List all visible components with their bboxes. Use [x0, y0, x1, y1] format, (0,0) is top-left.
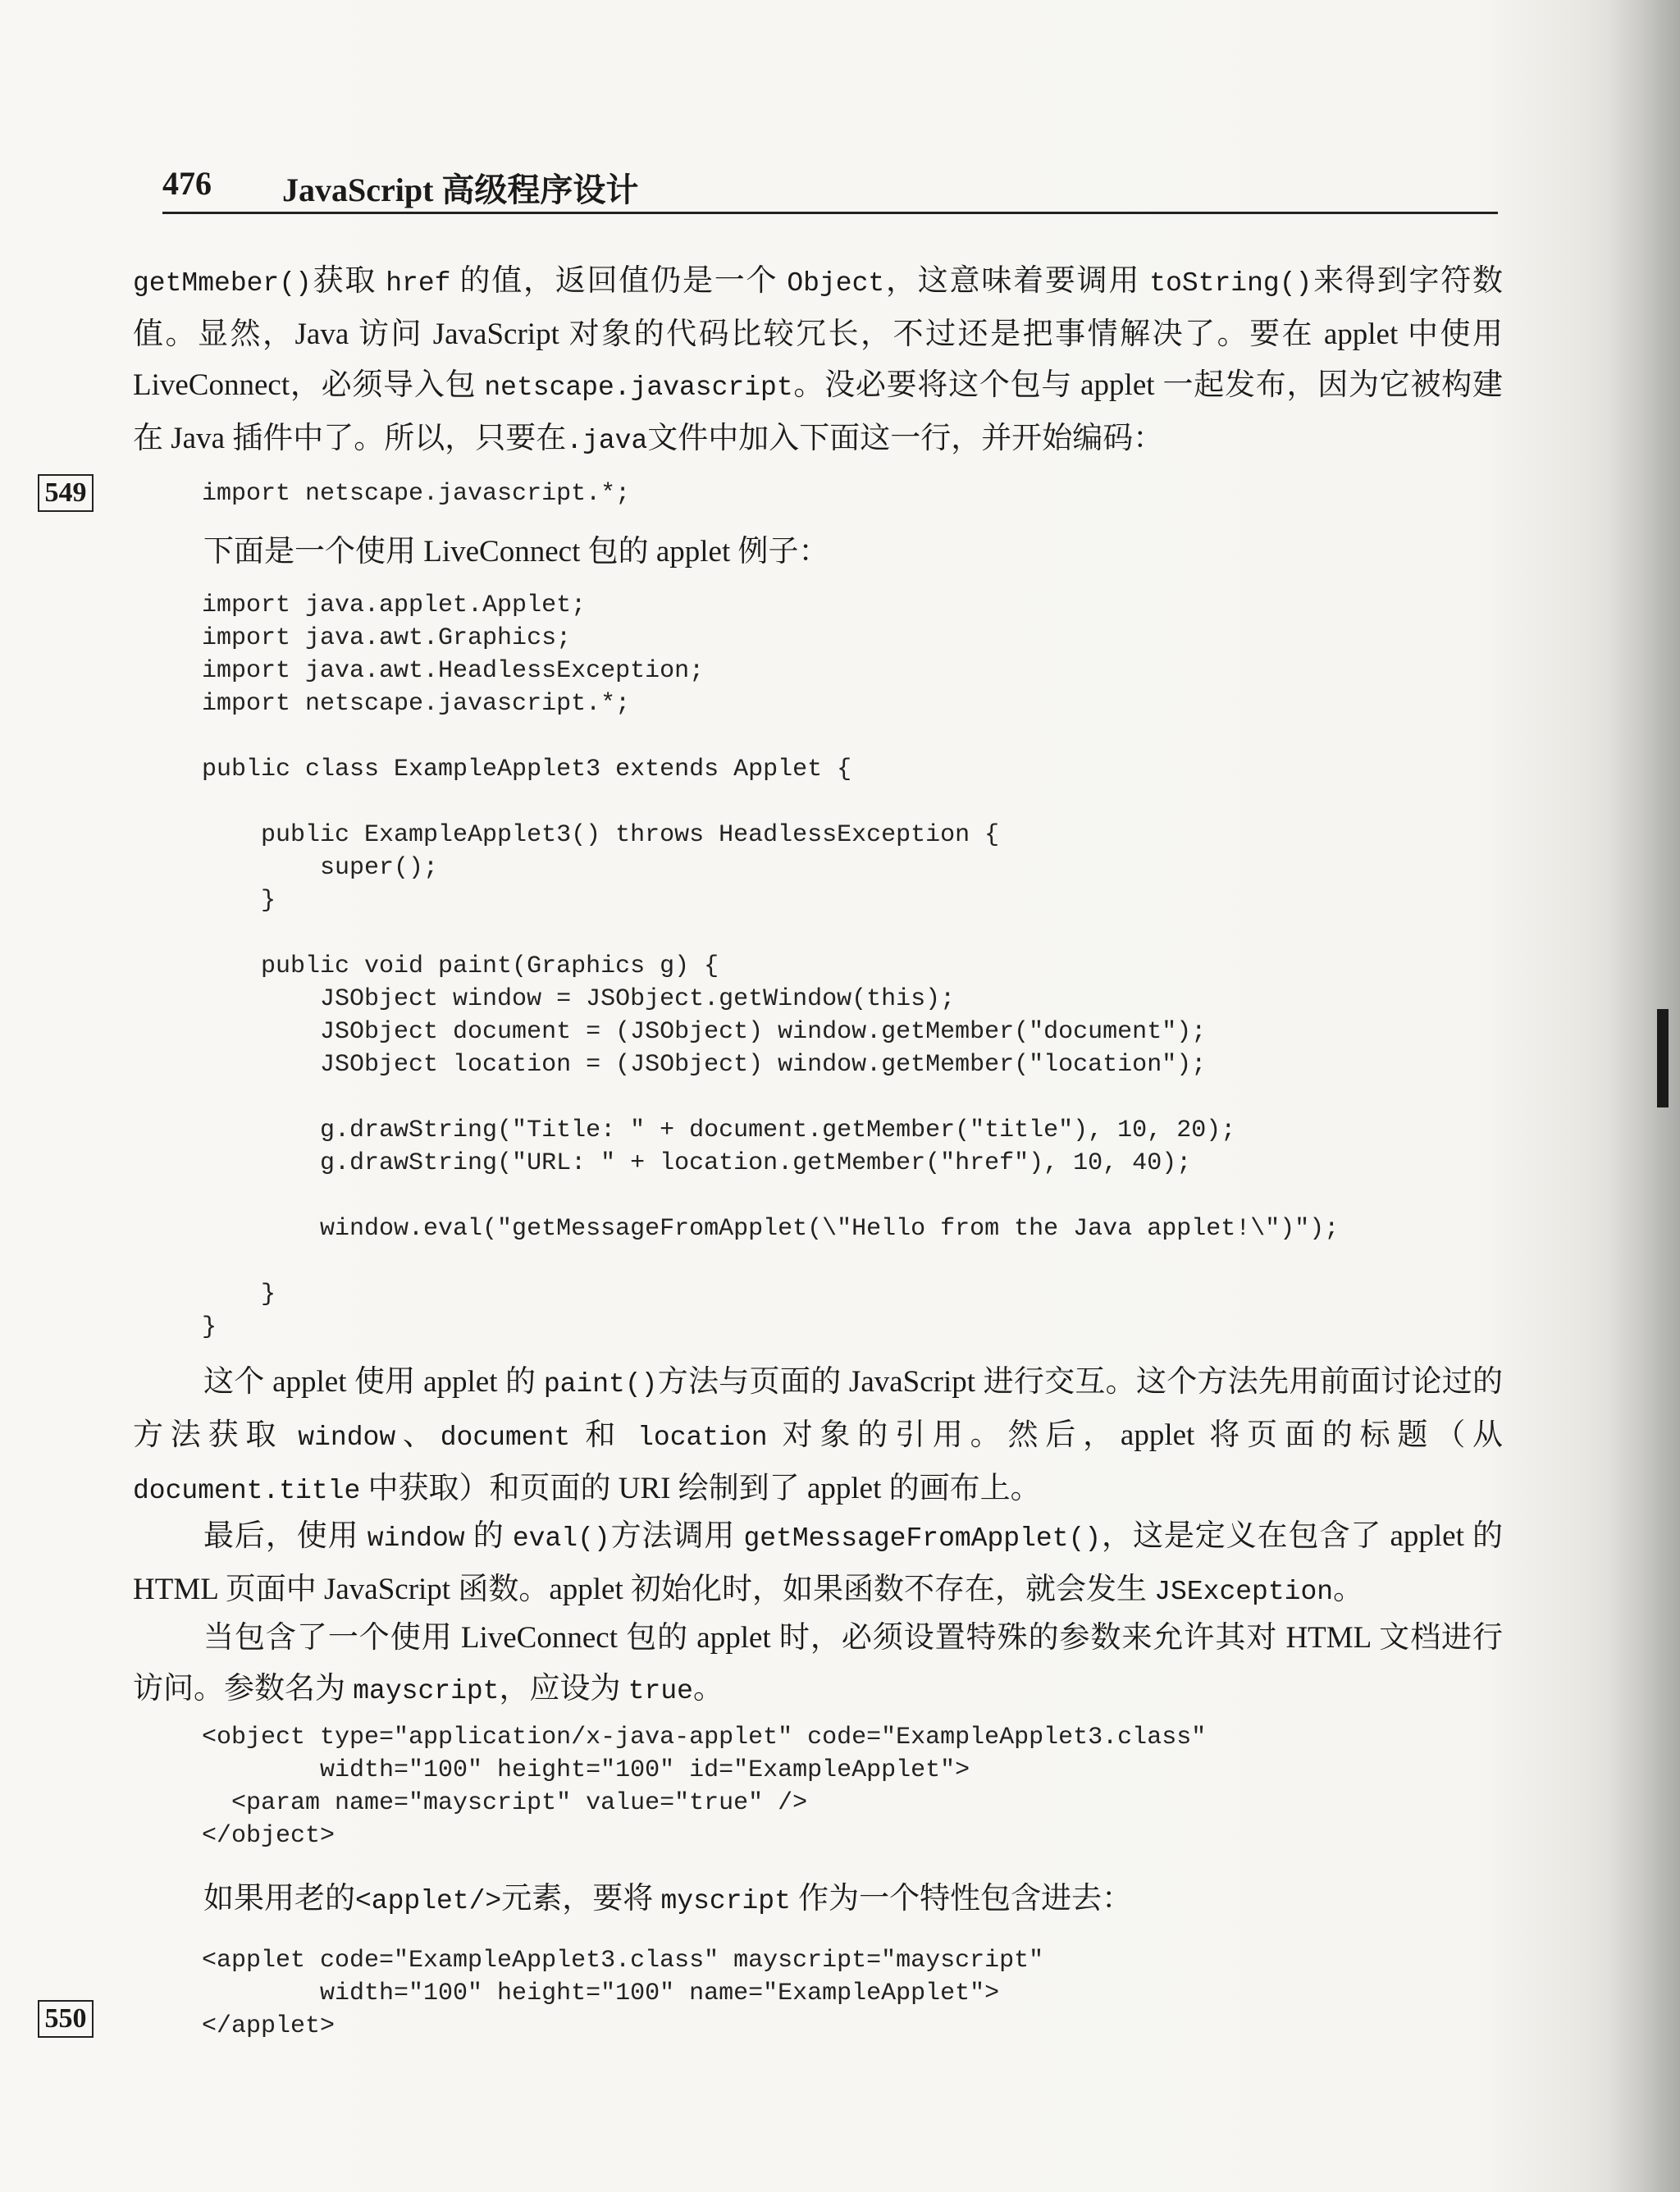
- text: 、: [395, 1418, 441, 1452]
- page-binding-shadow: [1606, 0, 1680, 2192]
- text: 来得到字符数值。显然，Java 访问 JavaScript 对象的代码比较冗长，不过还是把事情解决了。要在 applet 中使用 LiveConnect，必须导入包: [133, 264, 1504, 402]
- text: 最后，使用: [203, 1519, 368, 1553]
- text: 方法调用: [609, 1519, 744, 1553]
- inline-code: paint(): [543, 1369, 658, 1400]
- inline-code: myscript: [660, 1886, 791, 1916]
- inline-code: JSException: [1154, 1577, 1334, 1607]
- code-block-import: import netscape.javascript.*;: [202, 480, 631, 508]
- inline-code: true: [628, 1676, 693, 1706]
- code-block-object: <object type="application/x-java-applet" code="ExampleApplet3.class" width="100" height="100" id="ExampleApplet"> <param name="mayscript" value="true" /> </object>: [202, 1724, 1207, 1850]
- inline-code: document.title: [133, 1476, 361, 1506]
- text: 。: [1333, 1573, 1364, 1606]
- text: 对象的引用。然后，applet 将页面的标题（从: [767, 1418, 1504, 1452]
- page-edge-mark: [1657, 1009, 1669, 1107]
- paragraph-2: 下面是一个使用 LiveConnect 包的 applet 例子：: [203, 535, 829, 569]
- text: ，这是定义在包含了 applet 的 HTML 页面中 JavaScript 函数。applet 初始化时，如果函数不存在，就会发生: [133, 1519, 1504, 1606]
- inline-code: location: [637, 1423, 768, 1453]
- inline-code: eval(): [512, 1523, 610, 1554]
- inline-code: netscape.javascript: [484, 372, 793, 403]
- inline-code: Object: [787, 268, 885, 299]
- text: 。: [692, 1672, 724, 1706]
- code-block-applet: import java.applet.Applet; import java.awt.Graphics; import java.awt.HeadlessException; import netscape.javascript.*; public class ExampleApplet3 extends Applet { public ExampleApplet3() throws HeadlessException { super(); } public void paint(Graphics g) { JSObject window = JSObject.getWindow(this); JSObject document = (JSObject) window.getMember("document"); JSObject location = (JSObject) window.getMember("location"); g.drawString("Title: " + document.getMember("title"), 10, 20); g.drawString("URL: " + location.getMember("href"), 10, 40); window.eval("getMessageFromApplet(\"Hello from the Java applet!\")"); } }: [202, 591, 1340, 1341]
- inline-code: getMessageFromApplet(): [743, 1523, 1102, 1554]
- text: ，应设为: [499, 1672, 628, 1706]
- inline-code: toString(): [1149, 268, 1312, 299]
- text: 。没必要将这个包与 applet 一起发布，因为它被构建在 Java 插件中了。所以，只要在: [133, 368, 1504, 455]
- inline-code: <applet/>: [355, 1886, 502, 1916]
- text: ，这意味着要调用: [884, 264, 1150, 298]
- book-title: JavaScript 高级程序设计: [282, 171, 639, 208]
- text: 和: [570, 1418, 638, 1452]
- text: 作为一个特性包含进去：: [790, 1882, 1133, 1916]
- inline-code: window: [367, 1523, 465, 1554]
- text: 的值，返回值仍是一个: [450, 264, 788, 298]
- text: 如果用老的: [203, 1882, 355, 1916]
- inline-code: href: [386, 268, 451, 299]
- text: 文件中加入下面这一行，并开始编码：: [647, 422, 1164, 455]
- inline-code: window: [298, 1423, 396, 1453]
- text: 获取: [311, 264, 386, 298]
- paragraph-5: [133, 1613, 1503, 1717]
- paragraph-1: [133, 256, 1503, 467]
- paragraph-6: [133, 1874, 1503, 1927]
- margin-ref-549: 549: [38, 474, 94, 512]
- margin-ref-550: 550: [38, 2000, 94, 2038]
- inline-code: document: [440, 1423, 571, 1453]
- text: 的: [464, 1519, 513, 1553]
- inline-code: .java: [566, 426, 648, 456]
- text: 方法与页面的 JavaScript 进行交互。这个方法先用前面讨论过的方法获取: [133, 1365, 1503, 1452]
- inline-code: mayscript: [353, 1676, 500, 1706]
- text: 这个 applet 使用 applet 的: [203, 1365, 544, 1399]
- text: 当包含了一个使用 LiveConnect 包的 applet 时，必须设置特殊的参数来允许其对 HTML 文档进行访问。参数名为: [133, 1621, 1503, 1706]
- text: 元素，要将: [501, 1882, 661, 1916]
- text: 中获取）和页面的 URI 绘制到了 applet 的画布上。: [360, 1472, 1041, 1505]
- code-block-applet-tag: <applet code="ExampleApplet3.class" mayscript="mayscript" width="100" height="100" name="ExampleApplet"> </applet>: [202, 1947, 1044, 2040]
- inline-code: getMmeber(): [133, 268, 312, 299]
- page-header: [162, 162, 1498, 214]
- paragraph-4: [133, 1511, 1503, 1618]
- paragraph-3: [133, 1357, 1503, 1517]
- page-number: 476: [162, 165, 212, 202]
